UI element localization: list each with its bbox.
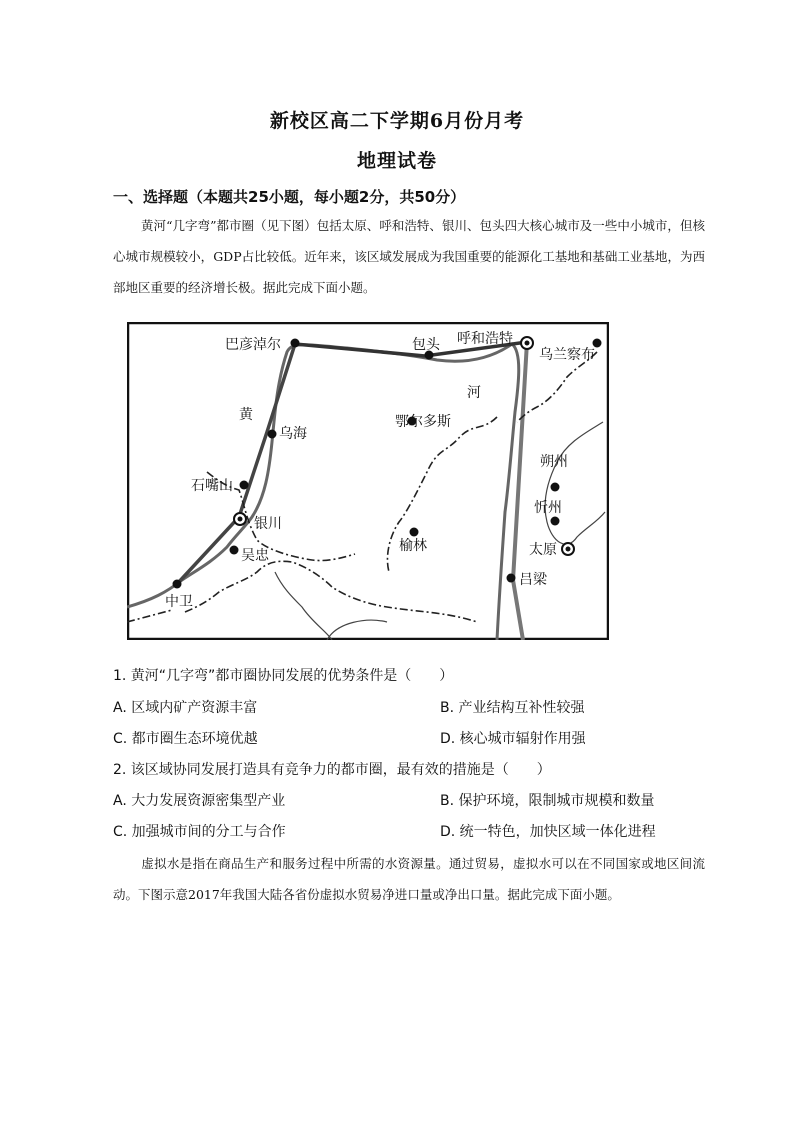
question-2-option-a[interactable]: A. 大力发展资源密集型产业	[113, 793, 286, 809]
question-1-option-d[interactable]: D. 核心城市辐射作用强	[440, 731, 586, 747]
label-ulanqab: 乌兰察布	[539, 347, 595, 363]
passage-1-text: 黄河“几字弯”都市圈（见下图）包括太原、呼和浩特、银川、包头四大核心城市及一些中小城市，但核心城市规模较小，GDP占比较低。近年来，该区域发展成为我国重要的能源化工基地和基础工业基地，为西部地区重要的经济增长极。据此完成下面小题。	[113, 218, 705, 295]
page-subtitle: 地理试卷	[356, 150, 437, 172]
wuzhong-marker	[230, 546, 239, 555]
label-ordos: 鄂尔多斯	[395, 414, 451, 430]
question-2-option-c[interactable]: C. 加强城市间的分工与合作	[113, 824, 286, 840]
question-1-option-b[interactable]: B. 产业结构互补性较强	[440, 700, 585, 716]
label-shuozhou: 朔州	[540, 454, 568, 470]
passage-1	[113, 210, 705, 303]
label-zhongwei: 中卫	[165, 594, 193, 610]
label-wuhai: 乌海	[279, 426, 307, 442]
passage-2	[113, 848, 705, 910]
question-2-option-b[interactable]: B. 保护环境，限制城市规模和数量	[440, 793, 655, 809]
question-2-stem: 2. 该区域协同发展打造具有竞争力的都市圈，最有效的措施是（ ）	[113, 762, 551, 778]
bayannur-marker	[291, 339, 300, 348]
label-he: 河	[467, 385, 481, 401]
yulin-marker	[410, 528, 419, 537]
label-lvliang: 吕梁	[519, 572, 547, 588]
question-1-option-c[interactable]: C. 都市圈生态环境优越	[113, 731, 258, 747]
lvliang-marker	[507, 574, 516, 583]
question-1-stem: 1. 黄河“几字弯”都市圈协同发展的优势条件是（ ）	[113, 668, 454, 684]
label-xinzhou: 忻州	[534, 500, 562, 516]
label-yinchuan: 银川	[254, 516, 282, 532]
label-hohhot: 呼和浩特	[457, 331, 513, 347]
label-bayannur: 巴彦淖尔	[225, 337, 281, 353]
passage-2-text: 虚拟水是指在商品生产和服务过程中所需的水资源量。通过贸易，虚拟水可以在不同国家或地区间流动。下图示意2017年我国大陆各省份虚拟水贸易净进口量或净出口量。据此完成下面小题。	[113, 856, 705, 902]
label-baotou: 包头	[412, 337, 440, 353]
wuhai-marker	[268, 430, 277, 439]
question-2-option-d[interactable]: D. 统一特色，加快区域一体化进程	[440, 824, 656, 840]
label-shizuishan: 石嘴山	[191, 478, 233, 494]
shizuishan-marker	[240, 481, 249, 490]
shuozhou-marker	[551, 483, 560, 492]
zhongwei-marker	[173, 580, 182, 589]
xinzhou-marker	[551, 517, 560, 526]
region-map	[127, 322, 609, 640]
label-taiyuan: 太原	[529, 542, 557, 558]
section-heading: 一、选择题（本题共25小题，每小题2分，共50分）	[113, 188, 466, 206]
question-1-option-a[interactable]: A. 区域内矿产资源丰富	[113, 700, 258, 716]
label-yulin: 榆林	[399, 538, 427, 554]
label-huang: 黄	[239, 407, 253, 423]
page-title: 新校区高二下学期6月份月考	[269, 110, 525, 132]
label-wuzhong: 吴忠	[241, 548, 269, 564]
